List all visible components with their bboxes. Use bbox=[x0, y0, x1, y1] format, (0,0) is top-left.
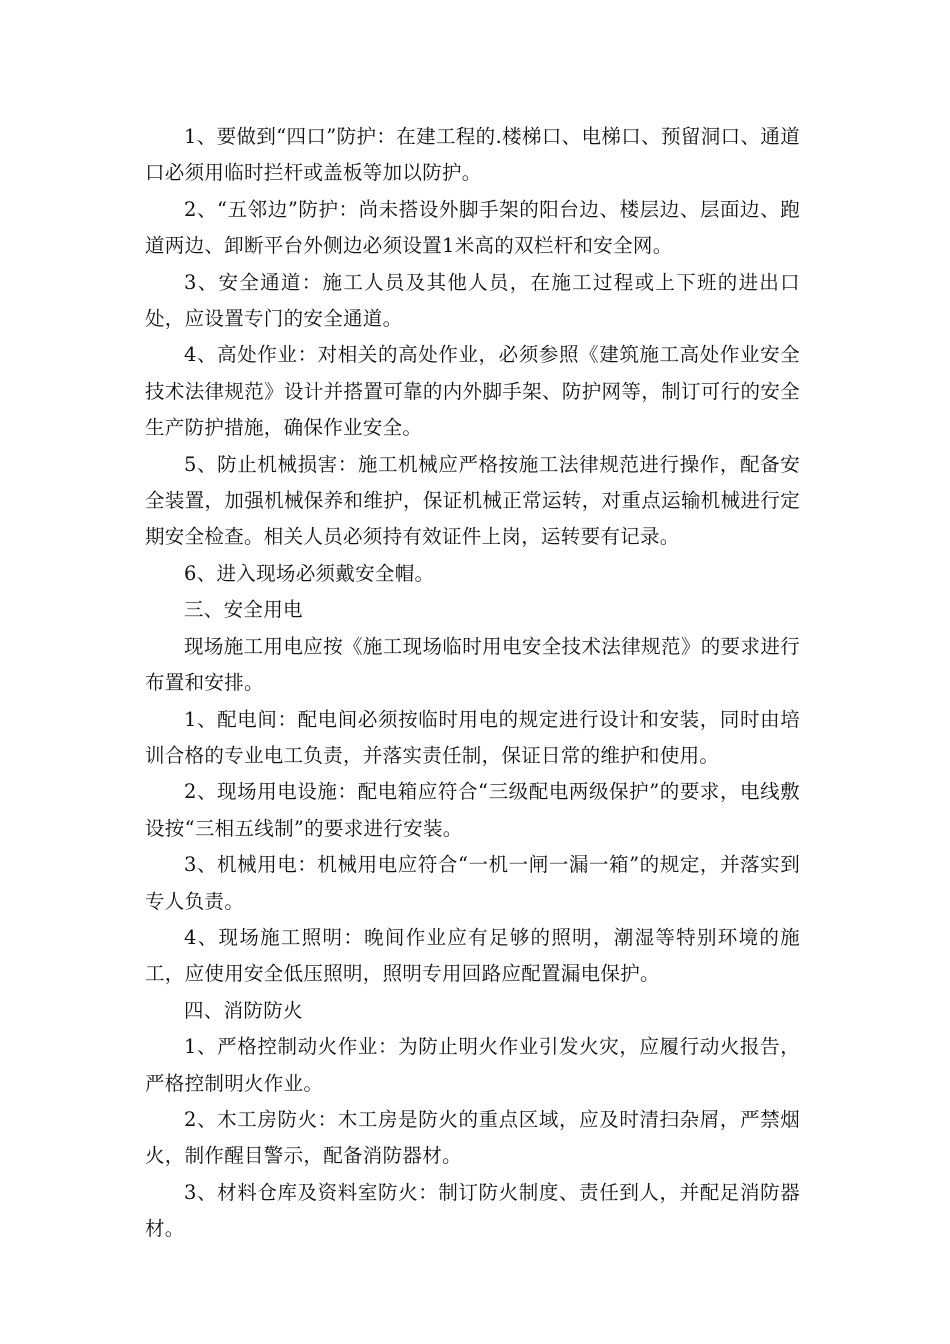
paragraph-site-power-facilities: 2、现场用电设施：配电箱应符合“三级配电两级保护”的要求，电线敷设按“三相五线制”的要求进行安装。 bbox=[145, 780, 800, 840]
section-heading-fire-prevention: 四、消防防火 bbox=[184, 998, 303, 1022]
paragraph-machinery-power: 3、机械用电：机械用电应符合“一机一闸一漏一箱”的规定，并落实到专人负责。 bbox=[145, 853, 800, 913]
paragraph-safety-helmet: 6、进入现场必须戴安全帽。 bbox=[184, 561, 435, 585]
paragraph-carpentry-fire: 2、木工房防火：木工房是防火的重点区域，应及时清扫杂屑，严禁烟火，制作醒目警示，配备消防器材。 bbox=[145, 1107, 800, 1168]
paragraph-machinery-protection: 5、防止机械损害：施工机械应严格按施工法律规范进行操作，配备安全装置，加强机械保养和维护，保证机械正常运转，对重点运输机械进行定期安全检查。相关人员必须持有效证件上岗，运转要有记录。 bbox=[145, 452, 800, 549]
section-heading-electrical-safety: 三、安全用电 bbox=[184, 598, 303, 622]
paragraph-electrical-intro: 现场施工用电应按《施工现场临时用电安全技术法律规范》的要求进行布置和安排。 bbox=[145, 634, 800, 695]
paragraph-work-at-height: 4、高处作业：对相关的高处作业，必须参照《建筑施工高处作业安全技术法律规范》设计并搭置可靠的内外脚手架、防护网等，制订可行的安全生产防护措施，确保作业安全。 bbox=[145, 343, 800, 440]
paragraph-four-openings: 1、要做到“四口”防护：在建工程的.楼梯口、电梯口、预留洞口、通道口必须用临时拦杆或盖板等加以防护。 bbox=[145, 125, 800, 185]
paragraph-five-edges: 2、“五邻边”防护：尚未搭设外脚手架的阳台边、楼层边、层面边、跑道两边、卸断平台外侧边必须设置1米高的双栏杆和安全网。 bbox=[145, 197, 800, 258]
document-body bbox=[145, 119, 800, 1248]
paragraph-site-lighting: 4、现场施工照明：晚间作业应有足够的照明，潮湿等特别环境的施工，应使用安全低压照明，照明专用回路应配置漏电保护。 bbox=[145, 925, 800, 986]
paragraph-power-room: 1、配电间：配电间必须按临时用电的规定进行设计和安装，同时由培训合格的专业电工负责，并落实责任制，保证日常的维护和使用。 bbox=[145, 707, 800, 767]
paragraph-hot-work-control: 1、严格控制动火作业：为防止明火作业引发火灾，应履行动火报告，严格控制明火作业。 bbox=[145, 1035, 800, 1095]
paragraph-warehouse-fire: 3、材料仓库及资料室防火：制订防火制度、责任到人，并配足消防器材。 bbox=[145, 1180, 800, 1241]
paragraph-safety-passage: 3、安全通道：施工人员及其他人员，在施工过程或上下班的进出口处，应设置专门的安全通道。 bbox=[145, 270, 800, 331]
